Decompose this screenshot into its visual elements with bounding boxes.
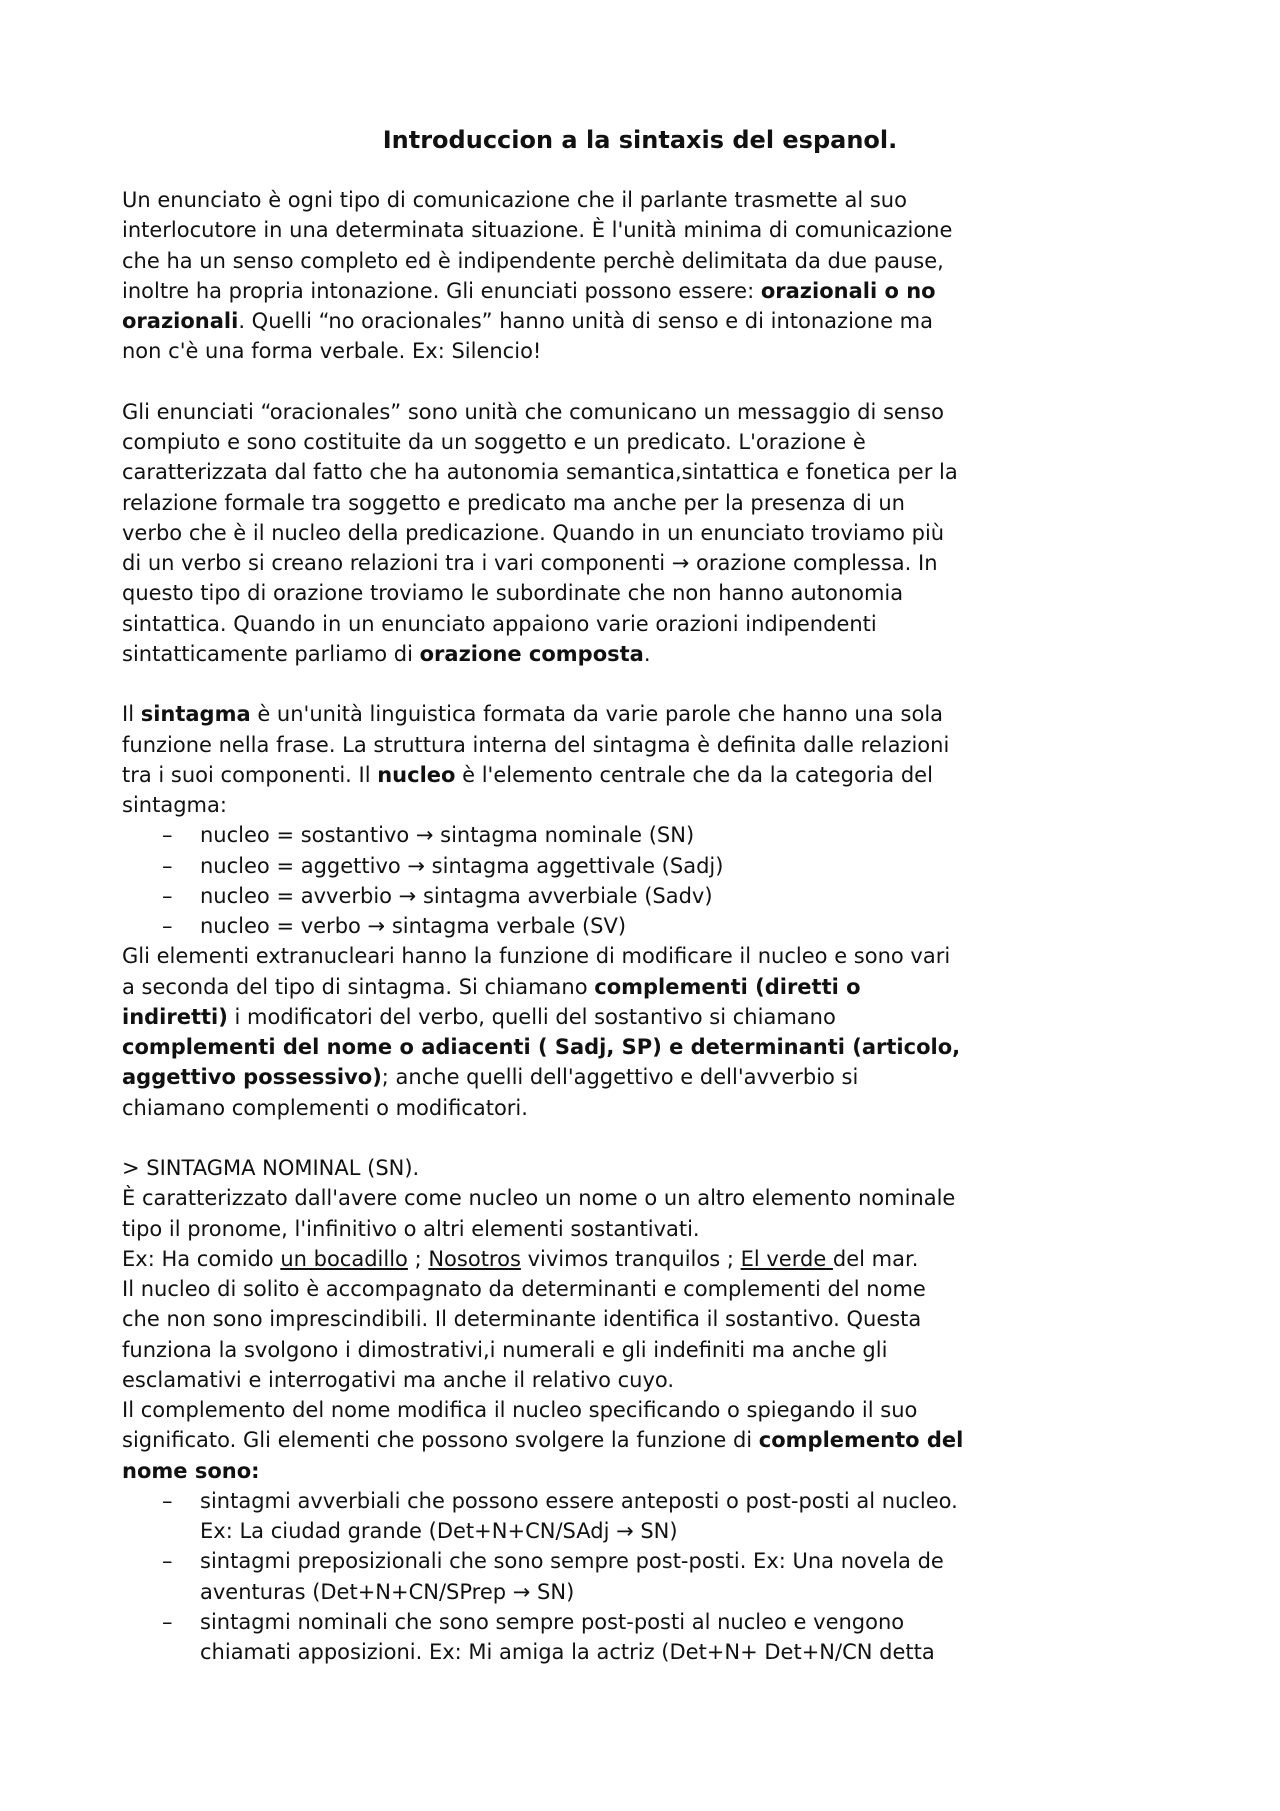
- underlined-text: un bocadillo: [280, 1246, 408, 1271]
- text-line: [122, 1637, 1182, 1667]
- text: tra i suoi componenti. Il: [122, 762, 378, 787]
- bold-text: orazione composta: [419, 641, 644, 666]
- text-line: [122, 730, 1182, 760]
- text: nucleo = sostantivo → sintagma nominale (SN): [200, 823, 695, 848]
- text: Gli enunciati “oracionales” sono unità che comunicano un messaggio di senso: [122, 399, 944, 424]
- bold-text: sintagma: [140, 702, 251, 727]
- text: che non sono imprescindibili. Il determinante identifica il sostantivo. Questa: [122, 1307, 922, 1332]
- text: inoltre ha propria intonazione. Gli enunciati possono essere:: [122, 278, 761, 303]
- text: chiamati apposizioni. Ex: Mi amiga la actriz (Det+N+ Det+N/CN detta: [200, 1640, 935, 1664]
- underlined-text: Nosotros: [428, 1246, 521, 1271]
- bold-text: orazionali: [122, 309, 239, 333]
- text-line: [122, 306, 1182, 336]
- text: sintattica. Quando in un enunciato appaiono varie orazioni indipendenti: [122, 611, 877, 636]
- text-line: [122, 1214, 1182, 1244]
- text: funziona la svolgono i dimostrativi,i numerali e gli indefiniti ma anche gli: [122, 1337, 888, 1362]
- bold-text: nucleo: [377, 762, 456, 787]
- text-line: [122, 609, 1182, 639]
- blank-line: [122, 1123, 1182, 1153]
- text: Ex: Ha comido: [122, 1246, 281, 1271]
- text-line: [122, 1516, 1182, 1546]
- text-line: [122, 427, 1182, 457]
- text-line: [122, 1395, 1182, 1425]
- text-line: [122, 488, 1182, 518]
- page-title: Introduccion a la sintaxis del espanol.: [382, 126, 898, 154]
- text-line: [122, 1577, 1182, 1607]
- text-line: [122, 1002, 1182, 1032]
- bold-text: complementi del nome o adiacenti ( Sadj, SP) e determinanti (articolo,: [122, 1035, 961, 1059]
- text: Gli elementi extranucleari hanno la funzione di modificare il nucleo e sono vari: [122, 944, 951, 969]
- text-line: [122, 1244, 1182, 1274]
- list-item: [122, 881, 1182, 911]
- text: Il: [122, 702, 141, 727]
- text: sintagma:: [122, 793, 227, 817]
- text-line: [122, 215, 1182, 245]
- text-line: [122, 760, 1182, 790]
- text-line: [122, 336, 1182, 366]
- text: > SINTAGMA NOMINAL (SN).: [122, 1156, 420, 1180]
- bold-text: aggettivo possessivo): [122, 1065, 382, 1090]
- text-line: [122, 1062, 1182, 1092]
- text: aventuras (Det+N+CN/SPrep → SN): [200, 1579, 575, 1604]
- text-line: [122, 1153, 1182, 1183]
- blank-line: [122, 669, 1182, 699]
- text-line: [122, 1425, 1182, 1455]
- text: interlocutore in una determinata situazione. È l'unità minima di comunicazione: [122, 218, 953, 243]
- text-line: [122, 790, 1182, 820]
- text: nucleo = avverbio → sintagma avverbiale (Sadv): [200, 883, 713, 908]
- text-line: [122, 397, 1182, 427]
- bold-text: nome sono:: [122, 1458, 260, 1483]
- bullet-dash: –: [162, 1549, 173, 1574]
- text-line: [122, 1335, 1182, 1365]
- bullet-dash: –: [162, 883, 173, 908]
- text: .: [643, 641, 651, 666]
- text: Il nucleo di solito è accompagnato da determinanti e complementi del nome: [122, 1277, 926, 1301]
- text: significato. Gli elementi che possono svolgere la funzione di: [122, 1428, 759, 1453]
- bullet-dash: –: [162, 853, 173, 878]
- text: relazione formale tra soggetto e predicato ma anche per la presenza di un: [122, 490, 905, 515]
- text: sintatticamente parliamo di: [122, 641, 420, 666]
- text-line: [122, 699, 1182, 729]
- text: non c'è una forma verbale. Ex: Silencio!: [122, 339, 542, 364]
- text: esclamativi e interrogativi ma anche il relativo cuyo.: [122, 1367, 675, 1392]
- text: Il complemento del nome modifica il nucleo specificando o spiegando il suo: [122, 1398, 918, 1422]
- list-item: [122, 1546, 1182, 1576]
- text: a seconda del tipo di sintagma. Si chiamano: [122, 974, 595, 999]
- text: sintagmi avverbiali che possono essere anteposti o post-posti al nucleo.: [200, 1488, 958, 1513]
- text-line: [122, 548, 1182, 578]
- text: chiamano complementi o modificatori.: [122, 1095, 528, 1120]
- text-line: [122, 457, 1182, 487]
- list-item: [122, 1486, 1182, 1516]
- text: ; anche quelli dell'aggettivo e dell'avverbio si: [381, 1065, 859, 1090]
- list-item: [122, 911, 1182, 941]
- bold-text: indiretti): [122, 1004, 228, 1029]
- text-line: [122, 639, 1182, 669]
- text-line: [122, 578, 1182, 608]
- text: tipo il pronome, l'infinitivo o altri elementi sostantivati.: [122, 1216, 700, 1241]
- text-line: [122, 1304, 1182, 1334]
- text-line: [122, 185, 1182, 215]
- text: sintagmi preposizionali che sono sempre post-posti. Ex: Una novela de: [200, 1549, 944, 1574]
- bullet-dash: –: [162, 914, 173, 938]
- bold-text: orazionali o no: [760, 278, 936, 303]
- bold-text: complementi (diretti o: [594, 974, 861, 999]
- text-line: [122, 941, 1182, 971]
- text: È caratterizzato dall'avere come nucleo un nome o un altro elemento nominale: [122, 1186, 956, 1211]
- text: funzione nella frase. La struttura interna del sintagma è definita dalle relazioni: [122, 732, 950, 757]
- text: verbo che è il nucleo della predicazione. Quando in un enunciato troviamo più: [122, 520, 945, 545]
- blank-line: [122, 367, 1182, 397]
- text: caratterizzata dal fatto che ha autonomia semantica,sintattica e fonetica per la: [122, 460, 958, 485]
- text: questo tipo di orazione troviamo le subordinate che non hanno autonomia: [122, 581, 904, 606]
- text: nucleo = aggettivo → sintagma aggettivale (Sadj): [200, 853, 724, 878]
- text: di un verbo si creano relazioni tra i vari componenti → orazione complessa. In: [122, 551, 938, 575]
- text-line: [122, 972, 1182, 1002]
- text: compiuto e sono costituite da un soggetto e un predicato. L'orazione è: [122, 430, 866, 454]
- bold-text: complemento del: [758, 1428, 964, 1453]
- text: ;: [407, 1246, 429, 1271]
- text: Ex: La ciudad grande (Det+N+CN/SAdj → SN): [200, 1519, 678, 1543]
- bullet-dash: –: [162, 1609, 173, 1634]
- document-body: [122, 185, 1182, 1667]
- list-item: [122, 820, 1182, 850]
- list-item: [122, 1607, 1182, 1637]
- text-line: [122, 246, 1182, 276]
- underlined-text: El verde: [740, 1246, 833, 1271]
- text: i modificatori del verbo, quelli del sostantivo si chiamano: [227, 1004, 836, 1029]
- text: è l'elemento centrale che da la categoria del: [455, 762, 933, 787]
- text-line: [122, 276, 1182, 306]
- text-line: [122, 1274, 1182, 1304]
- text-line: [122, 1093, 1182, 1123]
- text: che ha un senso completo ed è indipendente perchè delimitata da due pause,: [122, 248, 944, 273]
- text: sintagmi nominali che sono sempre post-posti al nucleo e vengono: [200, 1609, 905, 1634]
- text-line: [122, 518, 1182, 548]
- text: è un'unità linguistica formata da varie parole che hanno una sola: [250, 702, 944, 727]
- list-item: [122, 851, 1182, 881]
- text-line: [122, 1032, 1182, 1062]
- text-line: [122, 1365, 1182, 1395]
- bullet-dash: –: [162, 823, 173, 848]
- bullet-dash: –: [162, 1488, 173, 1513]
- text: . Quelli “no oracionales” hanno unità di senso e di intonazione ma: [238, 309, 933, 333]
- text: Un enunciato è ogni tipo di comunicazione che il parlante trasmette al suo: [122, 188, 907, 212]
- text: vivimos tranquilos ;: [520, 1246, 741, 1271]
- text-line: [122, 1183, 1182, 1213]
- text: nucleo = verbo → sintagma verbale (SV): [200, 914, 627, 938]
- text-line: [122, 1456, 1182, 1486]
- text: del mar.: [832, 1246, 919, 1271]
